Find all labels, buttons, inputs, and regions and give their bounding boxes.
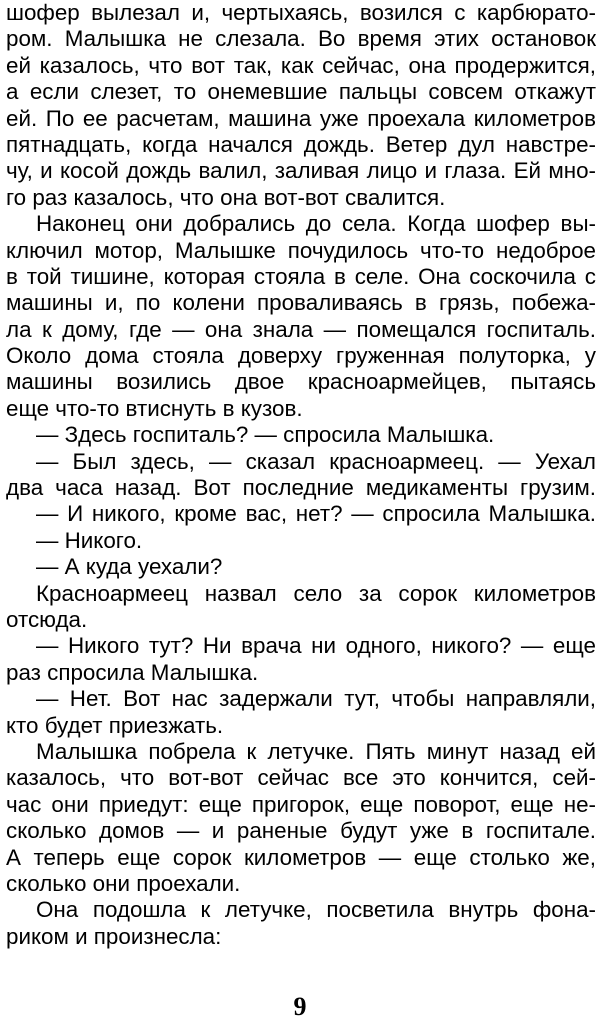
- text-line: — Никого.: [36, 527, 143, 553]
- text-line: раз спросила Малышка.: [6, 659, 259, 685]
- text-line: ей. По ее расчетам, машина уже проехала километров: [6, 105, 596, 131]
- page-number: 9: [293, 992, 307, 1021]
- text-line: шофер вылезал и, чертыхаясь, возился с карбюрато-: [6, 0, 596, 25]
- text-line: — Никого тут? Ни врача ни одного, никого? — еще: [36, 633, 596, 659]
- text-line: а если слезет, то онемевшие пальцы совсем откажут: [6, 79, 596, 105]
- text-line: сколько домов — и раненые будут уже в госпитале.: [6, 818, 596, 844]
- text-line: час они приедут: еще пригорок, еще поворот, еще не-: [6, 791, 596, 817]
- text-line: риком и произнесла:: [6, 923, 222, 949]
- text-line: сколько они проехали.: [6, 870, 241, 896]
- text-line: — Нет. Вот нас задержали тут, чтобы направляли,: [36, 686, 596, 712]
- text-line: в той тишине, которая стояла в селе. Она соскочила с: [6, 263, 596, 289]
- text-line: Она подошла к летучке, посветила внутрь фона-: [36, 897, 596, 923]
- text-line: — И никого, кроме вас, нет? — спросила Малышка.: [36, 501, 596, 527]
- body-text: [6, 0, 596, 950]
- text-line: А теперь еще сорок километров — еще столько же,: [6, 844, 596, 870]
- text-line: — А куда уехали?: [36, 554, 223, 580]
- text-line: го раз казалось, что она вот-вот свалится.: [6, 184, 446, 210]
- text-line: Красноармеец назвал село за сорок километров: [36, 580, 596, 606]
- text-line: еще что-то втиснуть в кузов.: [6, 395, 303, 421]
- text-line: казалось, что вот-вот сейчас все это кончится, сей-: [6, 765, 596, 791]
- text-line: два часа назад. Вот последние медикаменты грузим.: [6, 475, 596, 501]
- text-line: отсюда.: [6, 606, 88, 632]
- text-line: ей казалось, что вот так, как сейчас, она продержится,: [6, 52, 596, 78]
- text-line: кто будет приезжать.: [6, 712, 224, 738]
- text-line: Около дома стояла доверху груженная полуторка, у: [6, 343, 596, 369]
- text-line: ла к дому, где — она знала — помещался госпиталь.: [6, 316, 596, 342]
- text-line: пятнадцать, когда начался дождь. Ветер дул навстре-: [6, 131, 596, 157]
- text-line: — Здесь госпиталь? — спросила Малышка.: [36, 422, 495, 448]
- text-line: Наконец они добрались до села. Когда шофер вы-: [36, 211, 596, 237]
- text-line: машины возились двое красноармейцев, пытаясь: [6, 369, 596, 395]
- text-line: ром. Малышка не слезала. Во время этих остановок: [6, 26, 596, 52]
- text-line: — Был здесь, — сказал красноармеец. — Уехал: [36, 448, 596, 474]
- text-line: ключил мотор, Малышке почудилось что-то недоброе: [6, 237, 596, 263]
- text-line: Малышка побрела к летучке. Пять минут назад ей: [36, 738, 596, 764]
- text-line: машины и, по колени проваливаясь в грязь, побежа-: [6, 290, 596, 316]
- text-line: чу, и косой дождь валил, заливая лицо и глаза. Ей мно-: [6, 158, 596, 184]
- book-page: [6, 0, 596, 1024]
